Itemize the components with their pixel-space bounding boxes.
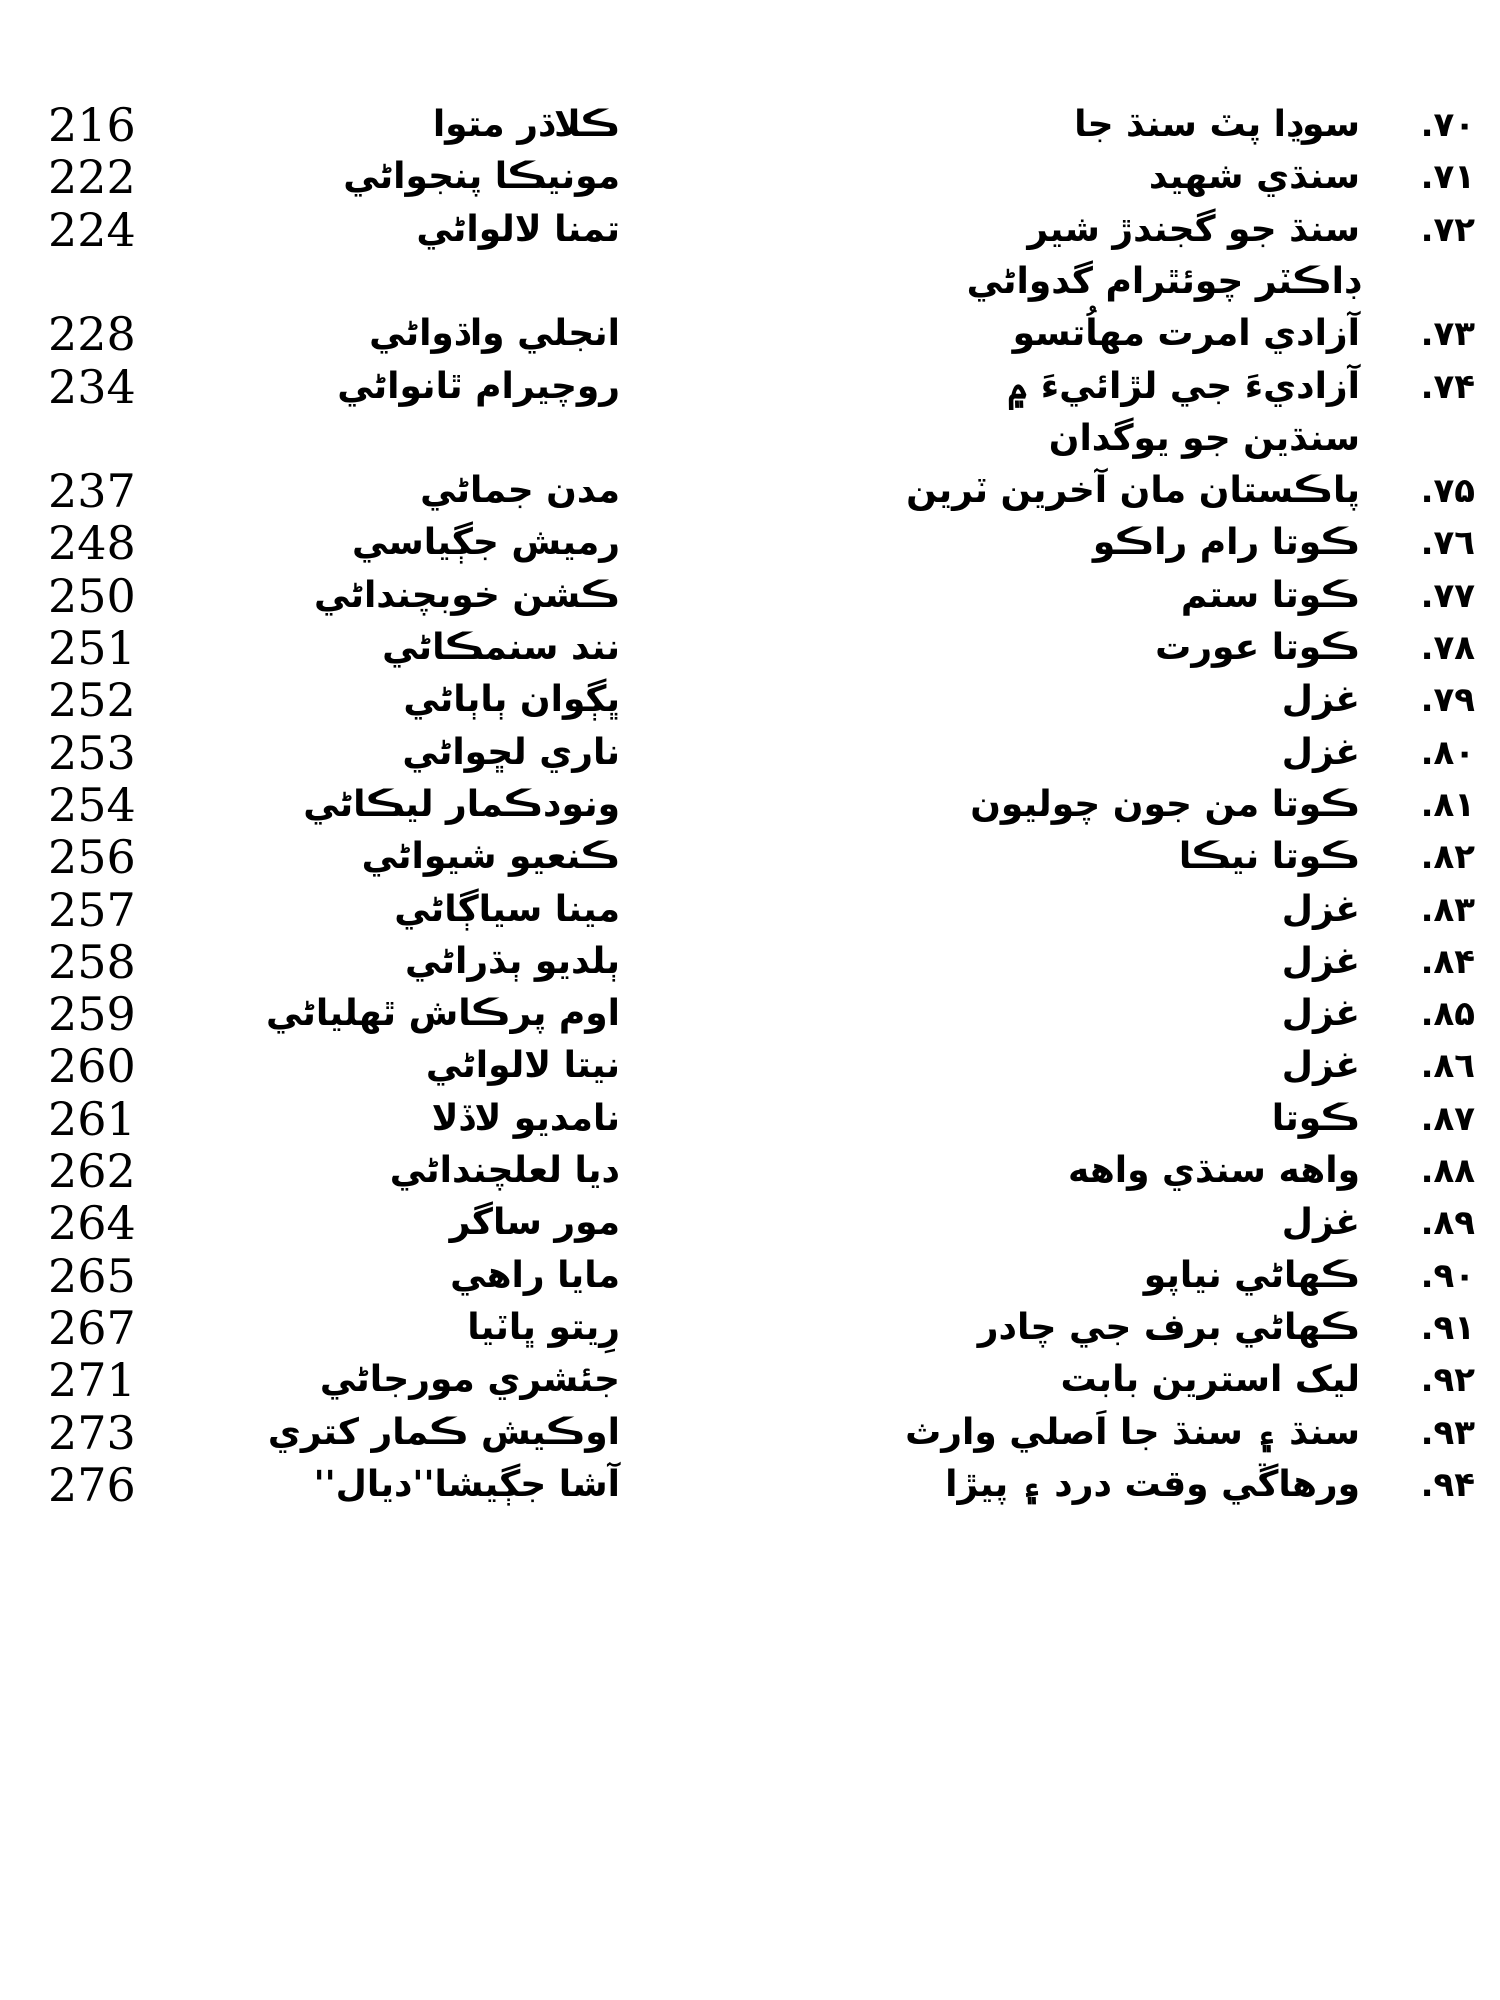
entry-title: پاڪستان مان آخرين ٽرين	[906, 470, 1360, 511]
entry-page-number: 261	[48, 1092, 136, 1146]
entry-author: ٻلديو ٻڌراڻي	[405, 941, 620, 982]
entry-page-number: 224	[48, 203, 136, 257]
entry-page-number: 259	[48, 987, 136, 1041]
entry-title: ورهاڱي وقت درد ۽ پيڙا	[945, 1464, 1360, 1505]
entry-number: ۸۳.	[1420, 890, 1475, 930]
entry-number: ۹۳.	[1420, 1413, 1475, 1453]
entry-title: غزل	[1281, 993, 1360, 1034]
entry-number: ۸۰.	[1420, 733, 1475, 773]
entry-author: نند سنمڪاڻي	[382, 627, 620, 668]
entry-page-number: 216	[48, 98, 136, 152]
entry-page-number: 257	[48, 883, 136, 937]
entry-author: اوم پرڪاش ٿهلياڻي	[265, 993, 620, 1034]
entry-title: ڪوتا من جون چوليون	[970, 784, 1360, 825]
entry-title: ڪوتا رام راڪو	[1092, 522, 1360, 563]
entry-title: سوڍا پٽ سنڌ جا	[1074, 104, 1360, 145]
toc-entry	[0, 566, 1500, 626]
entry-number: ۷۷.	[1420, 576, 1475, 616]
entry-number: ۷۱.	[1420, 157, 1475, 197]
entry-page-number: 228	[48, 307, 136, 361]
entry-title: غزل	[1281, 1045, 1360, 1086]
entry-number: ۸٦.	[1420, 1046, 1475, 1086]
toc-entry	[0, 618, 1500, 678]
entry-page-number: 253	[48, 726, 136, 780]
entry-title: آزاديءَ جي لڙائيءَ ۾	[1007, 366, 1360, 407]
entry-author: مايا راهي	[450, 1255, 620, 1296]
toc-entry-continuation	[0, 409, 1500, 469]
entry-title: غزل	[1281, 889, 1360, 930]
entry-title: غزل	[1281, 732, 1360, 773]
entry-author: ونودڪمار ليڪاڻي	[303, 784, 620, 825]
entry-author: ديا لعلچنداڻي	[389, 1150, 620, 1191]
entry-author: ڪنعيو شيواڻي	[361, 836, 620, 877]
entry-author	[170, 252, 620, 312]
entry-number: ۷۳.	[1420, 314, 1475, 354]
toc-entry	[0, 775, 1500, 835]
entry-author: ناري لڇواڻي	[402, 732, 620, 773]
entry-title: سنڌ ۽ سنڌ جا اَصلي وارث	[905, 1412, 1360, 1453]
entry-page-number: 262	[48, 1144, 136, 1198]
entry-author: روچيرام ٿانواڻي	[337, 366, 620, 407]
entry-author: نامديو لاڏلا	[431, 1098, 620, 1139]
toc-entry	[0, 1141, 1500, 1201]
entry-number: ۸۷.	[1420, 1099, 1475, 1139]
entry-number: ۷۲.	[1420, 210, 1475, 250]
toc-entry	[0, 1246, 1500, 1306]
entry-title: ڪوتا عورت	[1155, 627, 1360, 668]
entry-author	[170, 409, 620, 469]
entry-number: ۷۹.	[1420, 680, 1475, 720]
entry-author: ڪشن خوبچنداڻي	[314, 575, 620, 616]
entry-author: آشا جڳيشا''ديال''	[313, 1464, 620, 1505]
entry-title: غزل	[1281, 679, 1360, 720]
toc-entry	[0, 1350, 1500, 1410]
entry-number: ۹۲.	[1420, 1360, 1475, 1400]
toc-entry	[0, 984, 1500, 1044]
entry-title: سنڌين جو يوگدان	[1048, 418, 1360, 459]
entry-author: مينا سياڳاڻي	[394, 889, 620, 930]
entry-author: نيتا لالواڻي	[425, 1045, 620, 1086]
entry-number: ۹۴.	[1420, 1465, 1475, 1505]
entry-page-number: 273	[48, 1406, 136, 1460]
entry-page-number: 252	[48, 673, 136, 727]
toc-entry	[0, 461, 1500, 521]
toc-entry	[0, 1298, 1500, 1358]
entry-number: ۸۲.	[1420, 837, 1475, 877]
toc-entry	[0, 304, 1500, 364]
entry-number: ۹۱.	[1420, 1308, 1475, 1348]
entry-author: رميش جڳياسي	[351, 522, 620, 563]
entry-title: ڪهاڻي نياپو	[1143, 1255, 1360, 1296]
entry-author: ڪلاڌر متوا	[432, 104, 620, 145]
entry-page-number: 264	[48, 1196, 136, 1250]
entry-number: ۸۱.	[1420, 785, 1475, 825]
toc-entry	[0, 357, 1500, 417]
entry-title: غزل	[1281, 1202, 1360, 1243]
toc-entry	[0, 827, 1500, 887]
entry-page-number: 250	[48, 569, 136, 623]
entry-author: مدن جماڻي	[420, 470, 620, 511]
entry-number: ۷۰.	[1420, 105, 1475, 145]
entry-number: ۸۴.	[1420, 942, 1475, 982]
toc-entry	[0, 1193, 1500, 1253]
entry-number: ۷۸.	[1420, 628, 1475, 668]
entry-number: ۷۵.	[1420, 471, 1475, 511]
entry-author: جئشري مورجاڻي	[319, 1359, 620, 1400]
toc-entry	[0, 880, 1500, 940]
toc-entry	[0, 932, 1500, 992]
toc-entry	[0, 1403, 1500, 1463]
toc-entry-continuation	[0, 252, 1500, 312]
entry-author: ڀڳوان ٻاٻاڻي	[403, 679, 620, 720]
entry-page-number: 271	[48, 1353, 136, 1407]
entry-page-number: 251	[48, 621, 136, 675]
entry-title: ڪوتا	[1271, 1098, 1360, 1139]
entry-title: سنڌ جو گجندڙ شير	[1027, 209, 1360, 250]
entry-page-number: 254	[48, 778, 136, 832]
entry-title: ڪوتا نيڪا	[1178, 836, 1360, 877]
toc-entry	[0, 670, 1500, 730]
entry-title: غزل	[1281, 941, 1360, 982]
entry-title: ڊاڪٽر چوئٿرام گدواڻي	[966, 261, 1360, 302]
entry-page-number	[48, 252, 168, 312]
toc-entry	[0, 1455, 1500, 1515]
toc-entry	[0, 1036, 1500, 1096]
toc-entry	[0, 200, 1500, 260]
entry-number	[1365, 252, 1475, 312]
entry-title: سنڌي شهيد	[1148, 156, 1360, 197]
entry-number: ۸۸.	[1420, 1151, 1475, 1191]
entry-page-number: 234	[48, 360, 136, 414]
entry-page-number: 265	[48, 1249, 136, 1303]
entry-title: ڪهاڻي برف جي چادر	[977, 1307, 1360, 1348]
entry-author: اوڪيش ڪمار کتري	[267, 1412, 620, 1453]
entry-page-number: 258	[48, 935, 136, 989]
toc-entry	[0, 95, 1500, 155]
entry-number	[1365, 409, 1475, 469]
entry-page-number	[48, 409, 168, 469]
entry-page-number: 267	[48, 1301, 136, 1355]
entry-number: ۹۰.	[1420, 1256, 1475, 1296]
entry-number: ۸۹.	[1420, 1203, 1475, 1243]
entry-title: واهه سنڌي واهه	[1068, 1150, 1360, 1191]
entry-title: آزادي امرت مهاُتسو	[1012, 313, 1360, 354]
entry-page-number: 222	[48, 150, 136, 204]
entry-page-number: 256	[48, 830, 136, 884]
entry-author: مونيڪا پنجواڻي	[343, 156, 620, 197]
entry-page-number: 276	[48, 1458, 136, 1512]
entry-title: ڪوتا ستم	[1180, 575, 1360, 616]
entry-number: ۷٦.	[1420, 523, 1475, 563]
entry-author: رِيتو ڀاٽيا	[467, 1307, 620, 1348]
entry-number: ۷۴.	[1420, 367, 1475, 407]
entry-page-number: 237	[48, 464, 136, 518]
toc-entry	[0, 1089, 1500, 1149]
entry-title: ليک استرين بابت	[1060, 1359, 1360, 1400]
entry-author: تمنا لالواڻي	[416, 209, 620, 250]
entry-author: مور ساگر	[449, 1202, 620, 1243]
toc-entry	[0, 723, 1500, 783]
toc-entry	[0, 147, 1500, 207]
entry-number: ۸۵.	[1420, 994, 1475, 1034]
entry-author: انجلي واڌواڻي	[369, 313, 620, 354]
entry-page-number: 260	[48, 1039, 136, 1093]
entry-page-number: 248	[48, 516, 136, 570]
toc-entry	[0, 513, 1500, 573]
